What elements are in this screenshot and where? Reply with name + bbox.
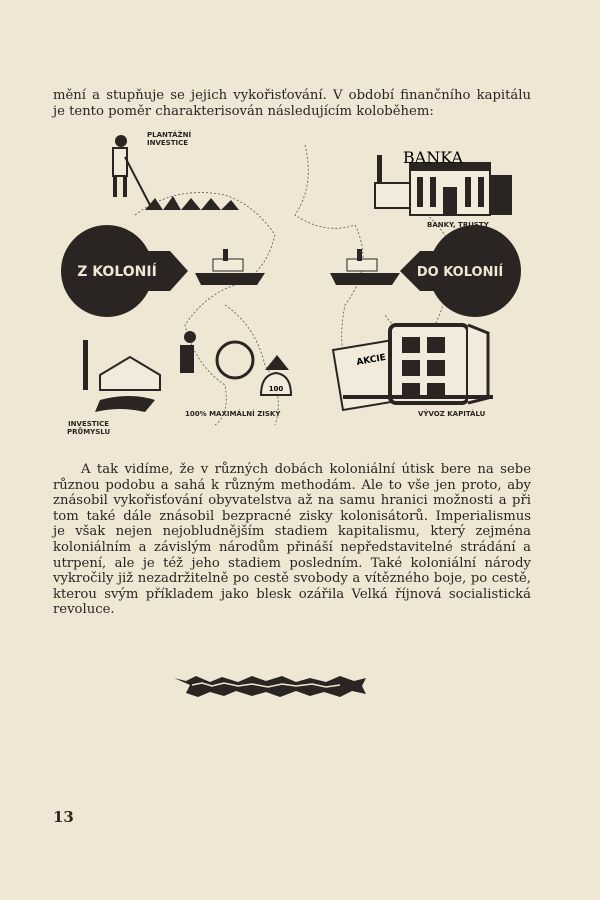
plantation-investment-label (147, 131, 191, 147)
banks-trusts-label: BANKY, TRUSTY (427, 221, 489, 229)
label-line: PLANTÁŽNÍ (147, 131, 192, 139)
text-line: A tak vidíme, že v různých dobách koloniální útisk bere na sebe (81, 462, 531, 477)
text-line: tom také dále znásobil bezpracné zisky kolonisátorů. Imperialismus (53, 508, 531, 524)
to-colonies-label: DO KOLONIÍ (416, 265, 504, 280)
label-line: INVESTICE (147, 139, 189, 147)
label-line: INVESTICE (68, 420, 110, 428)
text-line: různou podobu a sahá k různým methodám. Ale to vše jen proto, aby (53, 477, 531, 493)
capital-export-label: VÝVOZ KAPITÁLU (418, 410, 486, 418)
intro-paragraph (53, 88, 531, 119)
world-map-illustration (55, 125, 545, 445)
text-line: koloniálním a závislým národům přináší nepředstavitelné strádání a (53, 539, 531, 555)
ship-icon (330, 249, 400, 285)
industry-investment-label (67, 420, 110, 436)
max-profits-label: 100% MAXIMÁLNÍ ZISKY (185, 410, 281, 418)
from-colonies-label: Z KOLONIÍ (77, 264, 157, 280)
factory-icon (83, 340, 160, 412)
colonial-capital-cycle-illustration (55, 125, 545, 445)
body-paragraph (53, 462, 531, 618)
decorative-ornament (172, 672, 380, 700)
page-number: 13 (53, 808, 74, 826)
text-line: revoluce. (53, 602, 115, 618)
shares-label: AKCIE (355, 352, 387, 368)
text-line: mění a stupňuje se jejich vykořisťování. V období finančního kapitálu (53, 88, 531, 103)
money-bag-label: 100 (268, 385, 284, 393)
ship-icon (195, 249, 265, 285)
bank-sign: BANKA (402, 148, 464, 167)
text-line: je tento poměr charakterisován následujícím koloběhem: (53, 103, 434, 119)
text-line: vykročily již nezadržitelně po cestě svobody a vítězného boje, po cestě, (53, 571, 531, 587)
text-line: utrpení, ale je též jeho stadiem posledním. Také koloniální národy (53, 555, 531, 571)
label-line: PRŮMYSLU (67, 428, 111, 436)
text-line: kterou svým příkladem jako blesk ozářila Velká říjnová socialistická (53, 586, 531, 602)
text-line: je však nejen nejobludnějším stadiem kapitalismu, který zejména (53, 524, 531, 540)
text-line: znásobil vykořisťování obyvatelstva až na samu hranici možnosti a při (53, 493, 531, 509)
